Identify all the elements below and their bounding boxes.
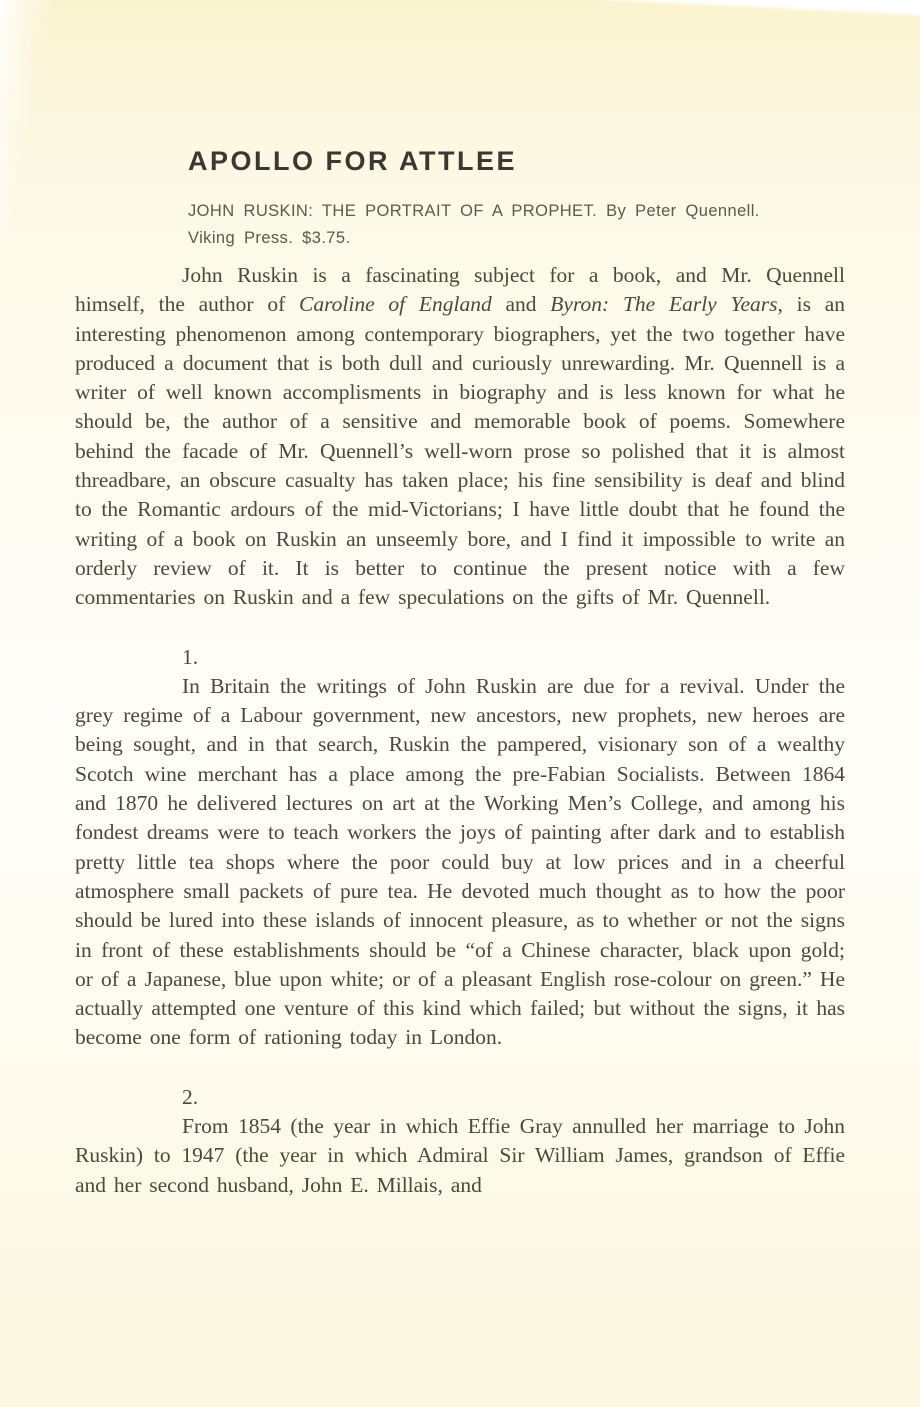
section-1-number: 1. (182, 644, 199, 669)
citation-line-2: Viking Press. $3.75. (188, 228, 351, 247)
article (75, 0, 845, 1200)
book-title-caroline-of-england: Caroline of England (298, 292, 492, 317)
section-2-paragraph: From 1854 (the year in which Effie Gray annulled her marriage to John Ruskin) to 1947 (the year in which Admiral Sir William James, grandson of Effie and her second husband, John E. Millais, and (75, 1114, 845, 1197)
intro-paragraph (75, 261, 845, 613)
section-2-number: 2. (182, 1084, 199, 1109)
intro-text-segment-1: John Ruskin is a fascinating subject for a book, and Mr. Quennell himself, the author of (75, 263, 845, 317)
article-title: APOLLO FOR ATTLEE (188, 146, 517, 176)
citation-line-1: JOHN RUSKIN: THE PORTRAIT OF A PROPHET. By Peter Quennell. (188, 202, 760, 220)
book-citation (188, 198, 845, 251)
section-1-paragraph: In Britain the writings of John Ruskin are due for a revival. Under the grey regime of a Labour government, new ancestors, new prophets, new heroes are being sought, and in that search, Ruskin the pampered, visionary son of a wealthy Scotch wine merchant has a place among the pre-Fabian Socialists. Between 1864 and 1870 he delivered lectures on art at the Working Men’s College, and among his fondest dreams were to teach workers the joys of painting after dark and to establish pretty little tea shops where the poor could buy at low prices and in a cheerful atmosphere small packets of pure tea. He devoted much thought as to how the poor should be lured into these islands of innocent pleasure, as to whether or not the signs in front of these establishments should be “of a Chinese character, black upon gold; or of a Japanese, blue upon white; or of a pleasant English rose-colour on green.” He actually attempted one venture of this kind which failed; but without the signs, it has become one form of rationing today in London. (75, 673, 845, 1050)
intro-text-segment-3: , is an interesting phenomenon among contemporary biographers, yet the two together have produced a document that is both dull and curiously unrewarding. Mr. Quennell is a writer of well known accomplisments in biography and is less known for what he should be, the author of a sensitive and memorable book of poems. Somewhere behind the facade of Mr. Quennell’s well-worn prose so polished that it is almost threadbare, an obscure casualty has taken place; his fine sensibility is deaf and blind to the Romantic ardours of the mid-Victorians; I have little doubt that he found the writing of a book on Ruskin an unseemly bore, and I find it impossible to write an orderly review of it. It is better to continue the present notice with a few commentaries on Ruskin and a few speculations on the gifts of Mr. Quennell. (75, 292, 846, 610)
book-title-byron-the-early-years: Byron: The Early Years (550, 292, 778, 317)
intro-text-segment-2: and (491, 292, 551, 317)
